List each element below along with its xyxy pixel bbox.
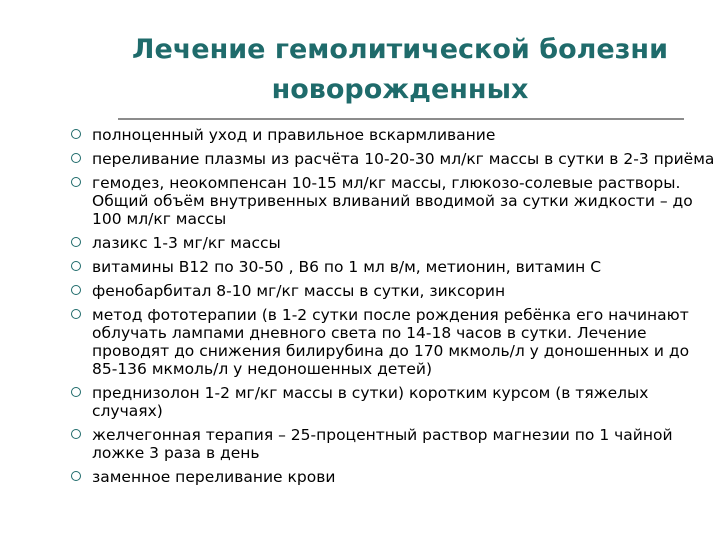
hollow-circle-bullet-icon [71,471,81,481]
bullet-text: желчегонная терапия – 25-процентный раствор магнезии по 1 чайной ложке 3 раза в день [92,426,673,462]
bullet-text: витамины B12 по 30-50 , B6 по 1 мл в/м, метионин, витамин С [92,258,602,276]
hollow-circle-bullet-icon [71,237,81,247]
list-item [68,126,716,144]
bullet-text: переливание плазмы из расчёта 10-20-30 мл/кг массы в сутки в 2-3 приёма [92,150,715,168]
hollow-circle-bullet-icon [71,285,81,295]
list-item [68,234,716,252]
list-item [68,258,716,276]
list-item [68,384,716,420]
bullet-text: лазикс 1-3 мг/кг массы [92,234,281,252]
hollow-circle-bullet-icon [71,177,81,187]
bullet-text: фенобарбитал 8-10 мг/кг массы в сутки, зиксорин [92,282,506,300]
hollow-circle-bullet-icon [71,153,81,163]
bullet-text: полноценный уход и правильное вскармливание [92,126,496,144]
bullet-text: метод фототерапии (в 1-2 сутки после рождения ребёнка его начинают облучать лампами дневного света по 14-18 часов в сутки. Лечение проводят до снижения билирубина до 170 мкмоль/л у доношенных и до 85-136 мкмоль/л у недоношенных детей) [92,306,690,378]
list-item [68,174,716,228]
list-item [68,150,716,168]
title-divider [118,118,684,120]
list-item [68,282,716,300]
list-item [68,306,716,378]
hollow-circle-bullet-icon [71,261,81,271]
hollow-circle-bullet-icon [71,429,81,439]
bullet-list [68,126,716,492]
hollow-circle-bullet-icon [71,129,81,139]
hollow-circle-bullet-icon [71,387,81,397]
list-item [68,426,716,462]
list-item [68,468,716,486]
bullet-text: заменное переливание крови [92,468,336,486]
hollow-circle-bullet-icon [71,309,81,319]
bullet-text: преднизолон 1-2 мг/кг массы в сутки) коротким курсом (в тяжелых случаях) [92,384,649,420]
slide-title: Лечение гемолитической болезни новорожденных [132,34,668,105]
bullet-text: гемодез, неокомпенсан 10-15 мл/кг массы, глюкозо-солевые растворы. Общий объём внутривенных вливаний вводимой за сутки жидкости – до 100 мл/кг массы [92,174,693,228]
